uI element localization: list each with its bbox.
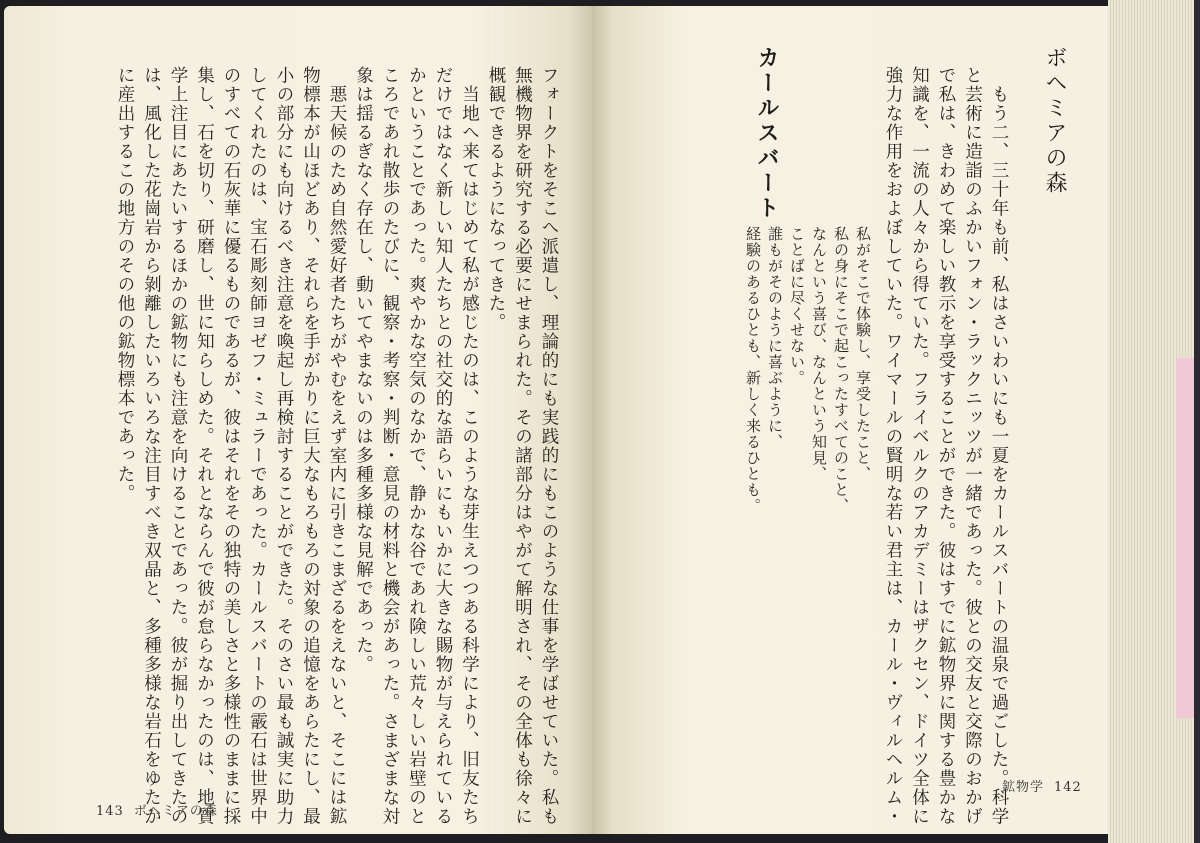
text-column: 学上注目にあたいするほかの鉱物にも注意を向けることであった。彼が掘り出してきたの bbox=[168, 66, 188, 826]
poem-line: 誰もがそのように喜ぶように、 bbox=[766, 226, 784, 450]
poem-line: ことばに尽くせない。 bbox=[788, 226, 806, 386]
text-column: と芸術に造詣のふかいフォン・ラックニッツが一緒であった。彼との交友と交際のおかげ bbox=[962, 66, 983, 826]
text-column: 当地へ来てはじめて私が感じたのは、このような芽生えつつある科学により、旧友たち bbox=[459, 66, 480, 826]
text-column: 集し、石を切り、研磨し、世に知らしめた。それとならんで彼が怠らなかったのは、地質 bbox=[194, 66, 215, 826]
text-column: は、風化した花崗岩から剝離したいろいろな注目すべき双晶と、多種多様な岩石をゆたか bbox=[141, 66, 162, 826]
text-column: だけではなく新しい知人たちとの社交的な語らいにもいかに大きな賜物が与えられている bbox=[433, 66, 453, 826]
section-title: カールスバート bbox=[754, 46, 779, 221]
page-number-left: 143 bbox=[96, 804, 124, 819]
text-column: 象は揺るぎなく存在し、動いてやまないのは多種多様な見解であった。 bbox=[353, 66, 374, 674]
chapter-title: ボヘミアの森 bbox=[1042, 46, 1067, 196]
text-column: かということであった。爽やかな空気のなかで、静かな谷であれ険しい荒々しい岩壁のと bbox=[406, 66, 427, 826]
right-page bbox=[592, 6, 1112, 834]
right-page-footer bbox=[1002, 776, 1082, 795]
epigraph-poem bbox=[742, 226, 874, 626]
text-column: 小の部分にも向けるべき注意を喚起し再検討することができた。そのさい最も誠実に助力 bbox=[274, 66, 294, 826]
text-column: で私は、きわめて楽しい教示を享受することができた。彼はすでに鉱物界に関する豊かな bbox=[936, 66, 956, 826]
text-column: 悪天候のため自然愛好者たちがやむをえず室内に引きこまざるをえないと、そこには鉱 bbox=[327, 66, 347, 826]
poem-line: なんという喜び、なんという知見、 bbox=[810, 226, 828, 482]
text-column: ころであれ散歩のたびに、観察・考察・判断・意見の材料と機会があった。さまざまな対 bbox=[380, 66, 400, 826]
text-column: 概観できるようになってきた。 bbox=[486, 66, 506, 332]
text-column: してくれたのは、宝石彫刻師ヨゼフ・ミュラーであった。カールスバートの霰石は世界中 bbox=[247, 66, 268, 826]
book-cover-edge bbox=[1194, 0, 1200, 843]
running-head-right: 鉱物学 bbox=[1002, 780, 1045, 795]
right-page-body bbox=[880, 66, 1013, 826]
poem-line: 私の身にそこで起こったすべてのこと、 bbox=[832, 226, 850, 514]
text-column: に産出するこの地方のその他の鉱物標本であった。 bbox=[115, 66, 135, 503]
left-page-footer bbox=[96, 800, 218, 819]
text-column: もう二、三十年も前、私はさいわいにも一夏をカールスバートの温泉で過ごした。科学 bbox=[989, 66, 1009, 826]
text-column: 物標本が山ほどあり、それらを手がかりに巨大なもろもろの対象の追憶をあらたにし、最 bbox=[300, 66, 321, 826]
text-column: 強力な作用をおよぼしていた。ワイマールの賢明な若い君主は、カール・ヴィルヘルム・ bbox=[883, 66, 903, 826]
poem-line: 私がそこで体験し、享受したこと、 bbox=[854, 226, 872, 482]
left-page bbox=[4, 6, 592, 834]
running-head-left: ボヘミアの森 bbox=[133, 804, 218, 819]
poem-line: 経験のあるひとも、新しく来るひとも。 bbox=[744, 226, 762, 514]
text-column: 無機物界を研究する必要にせまられた。その諸部分はやがて解明され、その全体も徐々に bbox=[512, 66, 533, 826]
text-column: のすべての石灰華に優るものであるが、彼はそれをその独特の美しさと多様性のままに採 bbox=[221, 66, 241, 826]
text-column: 知識を、一流の人々から得ていた。フライベルクのアカデミーはザクセン、ドイツ全体に bbox=[909, 66, 930, 826]
text-column: フォークトをそこへ派遣し、理論的にも実践的にもこのような仕事を学ばせていた。私も bbox=[539, 66, 559, 826]
page-number-right: 142 bbox=[1054, 780, 1082, 795]
bookmark-tab bbox=[1176, 358, 1194, 718]
